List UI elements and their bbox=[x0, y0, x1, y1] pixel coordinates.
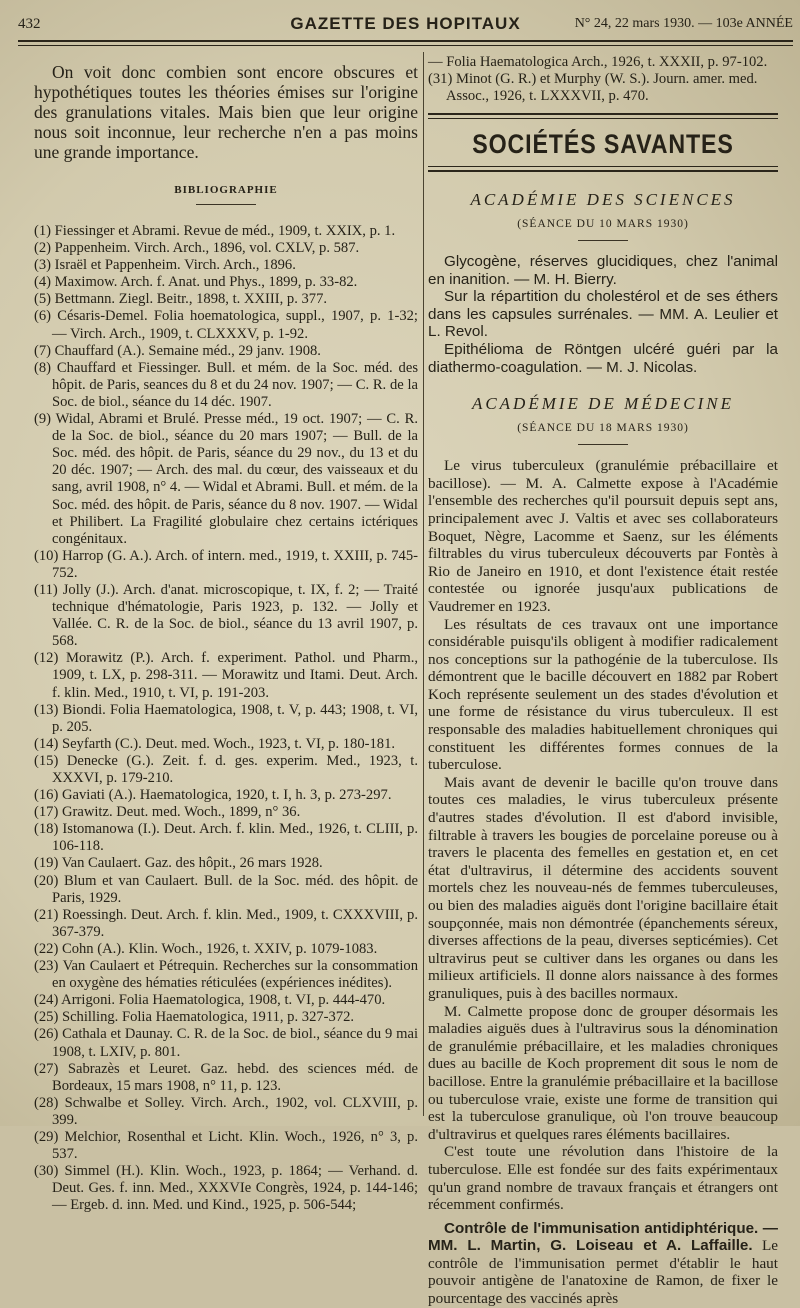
header-rule bbox=[18, 40, 793, 42]
bibliography-heading: BIBLIOGRAPHIE bbox=[174, 184, 278, 196]
small-rule bbox=[578, 240, 628, 241]
bibliography-entry: (23) Van Caulaert et Pétrequin. Recherches sur la consommation en oxygène des hématies réticulées (expériences inédites). bbox=[34, 958, 418, 992]
immunisation-text: Le contrôle de l'immunisation permet d'établir le haut pouvoir antigène de l'anatoxine de Ramon, de fixer le pourcentage des vaccinés après bbox=[428, 1237, 779, 1308]
column-separator bbox=[423, 52, 424, 1116]
body-paragraph: C'est toute une révolution dans l'histoire de la tuberculose. Elle est fondée sur des faits expérimentaux qu'un grand nombre de travaux français et étrangers ont récemment confirmés. bbox=[428, 1143, 778, 1214]
bibliography-entry: (4) Maximow. Arch. f. Anat. und Phys., 1899, p. 33-82. bbox=[34, 274, 358, 291]
bibliography-entry: (1) Fiessinger et Abrami. Revue de méd., 1909, t. XXIX, p. 1. bbox=[34, 223, 396, 239]
bibliography-list bbox=[34, 223, 418, 1214]
bibliography-entry: (21) Roessingh. Deut. Arch. f. klin. Med., 1909, t. CXXXVIII, p. 367-379. bbox=[34, 906, 418, 940]
bibliography-entry: (6) Césaris-Demel. Folia hoematologica, suppl., 1907, p. 1-32; — Virch. Arch., 1909, t. CLXXXV, p. 1-92. bbox=[34, 308, 418, 342]
bibliography-entry: (17) Grawitz. Deut. med. Woch., 1899, n° 36. bbox=[34, 804, 301, 821]
seance-medecine: (SÉANCE DU 18 MARS 1930) bbox=[517, 422, 689, 435]
section-rule-bottom bbox=[428, 170, 778, 172]
academy-medecine-heading: ACADÉMIE DE MÉDECINE bbox=[471, 394, 735, 414]
medecine-lead-paragraph: Le virus tuberculeux (granulémie prébacillaire et bacillose). — M. A. Calmette expose à l'Académie l'ensemble des recherches qu'il poursuit depuis sept ans, principalement avec J. Valtis et avec ses collaborateurs Boquet, Nègre, Lacomme et Saenz, sur les éléments filtrables du virus tuberculeux découverts par Fontès à Rio de Janeiro en 1910, et dont l'existence était restée contestée ou ignorée jusqu'aux publications de Vaudremer en 1923. bbox=[428, 457, 778, 615]
page-number: 432 bbox=[18, 16, 41, 32]
bibliography-rule bbox=[196, 204, 256, 205]
body-paragraph: Les résultats de ces travaux ont une importance considérable puisqu'ils obligent à modifier radicalement nos conceptions sur la pathogénie de la tuberculose. Ils démontrent que le bacille découvert en 1882 par Robert Koch représente seulement un des stades d'évolution et une forme de résistance du virus tuberculeux. Il est responsable des maladies habituellement chroniques qui constituent les différentes formes connues de la tuberculose. bbox=[428, 615, 778, 774]
small-rule bbox=[578, 444, 628, 445]
body-paragraph: Mais avant de devenir le bacille qu'on trouve dans toutes ces maladies, le virus tuberculeux présente d'autres stades d'évolution. Il est d'abord invisible, filtrable à travers les bougies de porcelaine poreuse ou à travers le placenta des femelles en gestation et, en cet état d'ultravirus, il détermine des accidents souvent mortels chez les nouveau-nés de femmes tuberculeuses, ou bien des maladies aiguës dont l'origine bacillaire était soupçonnée, mais non démontrée (épanchements séreux, diverses affections de la peau, diverses septicémies). Cet ultravirus peut se cultiver dans les organes ou dans les milieux artificiels. Il donne alors naissance à des formes granuliques, puis à des bacilles normaux. bbox=[428, 773, 778, 1002]
bibliography-entry: (24) Arrigoni. Folia Haematologica, 1908, t. VI, p. 444-470. bbox=[34, 992, 386, 1009]
section-rule-thin bbox=[428, 118, 778, 119]
header-rule-thin bbox=[18, 45, 793, 46]
bibliography-entry: (26) Cathala et Daunay. C. R. de la Soc. de biol., séance du 9 mai 1908, t. LXIV, p. 801. bbox=[34, 1026, 418, 1060]
bibliography-entry: (14) Seyfarth (C.). Deut. med. Woch., 1923, t. VI, p. 180-181. bbox=[34, 735, 396, 752]
body-paragraph: M. Calmette propose donc de grouper désormais les maladies aiguës dues à l'ultravirus sous la dénomination de granulémie prébacillaire, et les maladies chroniques dues au bacille de Koch proprement dit sous le nom de bacillose. Entre la granulémie prébacillaire et la bacillose ou tuberculose vraie, existe une forme de transition qui est la tuberculose granulique, où l'on trouve beaucoup d'ultravirus et quelques rares éléments bacillaires. bbox=[428, 1002, 778, 1143]
reference-31: (31) Minot (G. R.) et Murphy (W. S.). Journ. amer. med. Assoc., 1926, t. LXXXVII, p. 470. bbox=[428, 71, 758, 104]
bibliography-entry: (11) Jolly (J.). Arch. d'anat. microscopique, t. IX, f. 2; — Traité technique d'hématologie, Paris 1923, p. 132. — Jolly et Vallée. C. R. de la Soc. de biol., séance du 13 avril 1907, p. 568. bbox=[34, 581, 418, 650]
bibliography-entry: (25) Schilling. Folia Haematologica, 1911, p. 327-372. bbox=[34, 1009, 355, 1026]
issue-info: N° 24, 22 mars 1930. — 103e ANNÉE bbox=[574, 16, 793, 31]
bibliography-entry: (7) Chauffard (A.). Semaine méd., 29 janv. 1908. bbox=[34, 342, 321, 359]
bibliography-entry: (10) Harrop (G. A.). Arch. of intern. med., 1919, t. XXIII, p. 745-752. bbox=[34, 547, 418, 581]
bibliography-entry: (19) Van Caulaert. Gaz. des hôpit., 26 mars 1928. bbox=[34, 855, 323, 872]
bibliography-entry: (8) Chauffard et Fiessinger. Bull. et mém. de la Soc. méd. des hôpit. de Paris, seances du 8 et du 24 nov. 1907; — C. R. de la Soc. de biol., séance du 14 déc. 1907. bbox=[34, 359, 418, 410]
right-column bbox=[428, 54, 779, 1308]
sciences-item: Sur la répartition du cholestérol et de ses éthers dans les capsules surrénales. — MM. A. Leulier et L. Revol. bbox=[428, 288, 778, 341]
bibliography-entry: (16) Gaviati (A.). Haematologica, 1920, t. I, h. 3, p. 273-297. bbox=[34, 787, 392, 804]
bibliography-entry: (2) Pappenheim. Virch. Arch., 1896, vol. CXLV, p. 587. bbox=[34, 240, 360, 257]
page-header bbox=[18, 8, 793, 38]
academy-sciences-heading: ACADÉMIE DES SCIENCES bbox=[470, 190, 736, 209]
bibliography-entry: (30) Simmel (H.). Klin. Woch., 1923, p. 1864; — Verhand. d. Deut. Ges. f. inn. Med., XXXVIe Congrès, 1924, p. 144-146; — Ergeb. d. inn. Med. und Kind., 1925, p. 506-544; bbox=[34, 1163, 418, 1214]
section-title: SOCIÉTÉS SAVANTES bbox=[472, 129, 734, 159]
seance-sciences: (SÉANCE DU 10 MARS 1930) bbox=[517, 218, 689, 230]
bibliography-entry: (28) Schwalbe et Solley. Virch. Arch., 1902, vol. CLXVIII, p. 399. bbox=[34, 1094, 418, 1128]
sciences-item: Glycogène, réserves glucidiques, chez l'animal en inanition. — M. H. Bierry. bbox=[428, 253, 778, 288]
intro-paragraph: On voit donc combien sont encore obscures et hypothétiques toutes les théories émises sur l'origine des granulations vitales. Mais bien que leur origine nous soit inconnue, leur recherche n'en a pas moins une grande importance. bbox=[34, 62, 418, 162]
bibliography-entry: (18) Istomanowa (I.). Deut. Arch. f. klin. Med., 1926, t. CLIII, p. 106-118. bbox=[34, 821, 418, 855]
bibliography-entry: (20) Blum et van Caulaert. Bull. de la Soc. méd. des hôpit. de Paris, 1929. bbox=[34, 872, 418, 906]
publication-title: GAZETTE DES HOPITAUX bbox=[290, 14, 521, 33]
left-column bbox=[34, 54, 418, 1214]
immunisation-title: Contrôle de l'immunisation antidiphtérique. — MM. L. Martin, G. Loiseau et A. Laffaille. bbox=[428, 1219, 778, 1255]
section-rule bbox=[428, 113, 778, 115]
bibliography-entry: (29) Melchior, Rosenthal et Licht. Klin. Woch., 1926, n° 3, p. 537. bbox=[34, 1128, 418, 1163]
bibliography-entry: (5) Bettmann. Ziegl. Beitr., 1898, t. XXIII, p. 377. bbox=[34, 291, 328, 308]
bibliography-entry: (27) Sabrazès et Leuret. Gaz. hebd. des sciences méd. de Bordeaux, 15 mars 1908, n° 11, p. 123. bbox=[34, 1060, 418, 1094]
bibliography-entry: (3) Israël et Pappenheim. Virch. Arch., 1896. bbox=[34, 257, 296, 274]
sciences-item: Epithélioma de Röntgen ulcéré guéri par la diathermo-coagulation. — M. J. Nicolas. bbox=[428, 340, 778, 376]
reference-continuation: — Folia Haematologica Arch., 1926, t. XXXII, p. 97-102. bbox=[428, 54, 768, 70]
bibliography-entry: (15) Denecke (G.). Zeit. f. d. ges. experim. Med., 1923, t. XXXVI, p. 179-210. bbox=[34, 752, 418, 786]
section-rule-thin-bottom bbox=[428, 166, 778, 167]
bibliography-entry: (9) Widal, Abrami et Brulé. Presse méd., 19 oct. 1907; — C. R. de la Soc. de biol., séance du 20 mars 1907; — Bull. de la Soc. méd. des hôpit. de Paris, séance du 29 nov., du 13 et du 20 déc. 1907; — Arch. des mal. du cœur, des vaisseaux et du sang, avril 1908, n° 4. — Widal et Abrami. Bull. et mém. de la Soc. méd. des hôpit. de Paris, séance du 8 nov. 1907. — Widal et Philibert. La Fragilité globulaire chez certains ictériques congénitaux. bbox=[34, 411, 418, 547]
bibliography-entry: (12) Morawitz (P.). Arch. f. experiment. Pathol. und Pharm., 1909, t. LX, p. 298-311. — Morawitz und Itami. Deut. Arch. f. klin. Med., 1910, t. VI, p. 191-203. bbox=[34, 650, 418, 701]
bibliography-entry: (13) Biondi. Folia Haematologica, 1908, t. V, p. 443; 1908, t. VI, p. 205. bbox=[34, 701, 418, 735]
bibliography-entry: (22) Cohn (A.). Klin. Woch., 1926, t. XXIV, p. 1079-1083. bbox=[34, 940, 378, 957]
